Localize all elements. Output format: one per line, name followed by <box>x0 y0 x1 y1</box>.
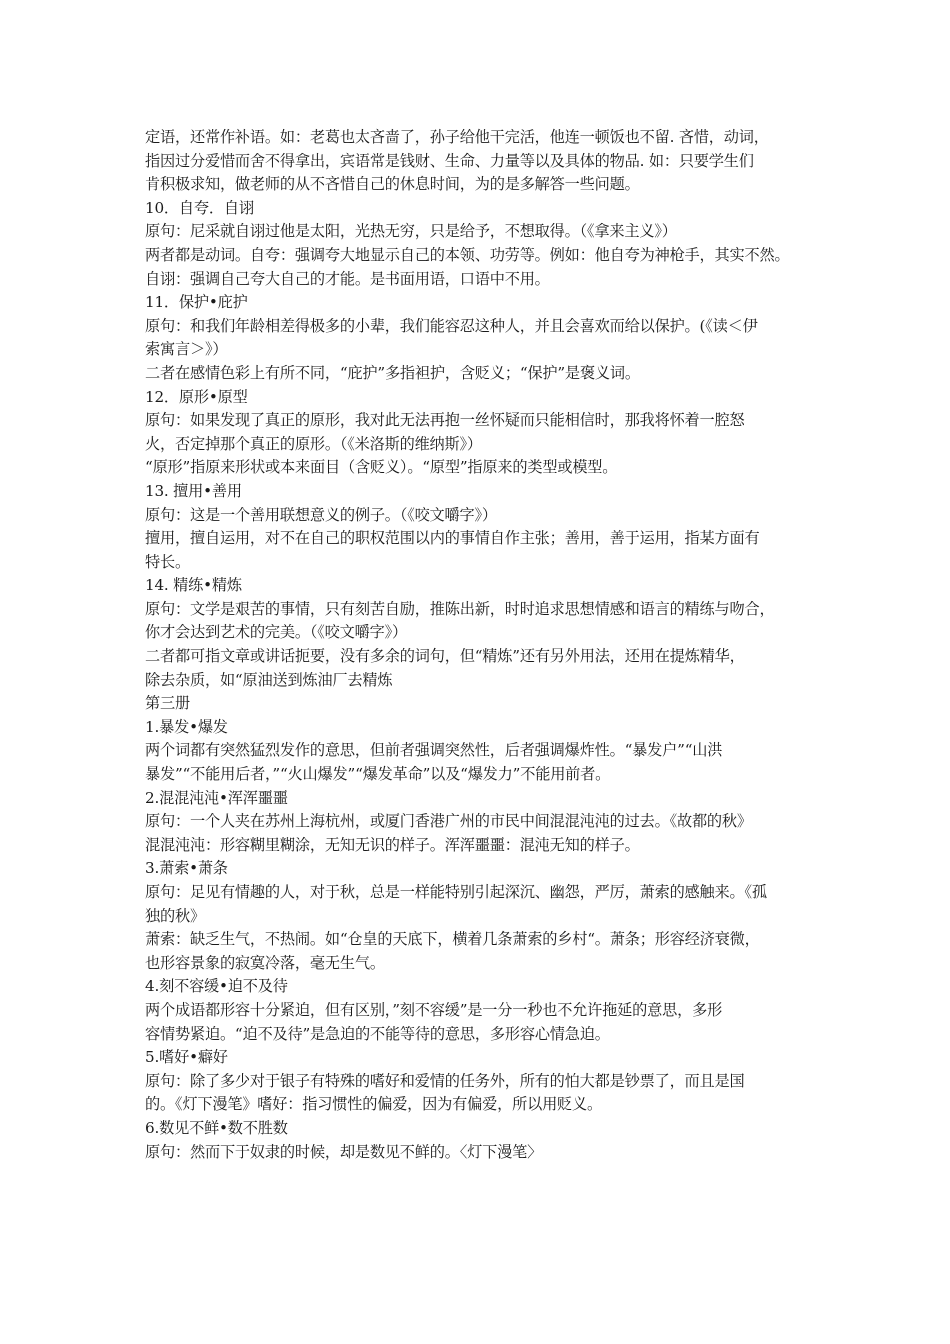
text-line: 指因过分爱惜而舍不得拿出，宾语常是钱财、生命、力量等以及具体的物品. 如：只要学生们 <box>145 151 754 170</box>
text-line: 11．保护•庇护 <box>145 293 248 312</box>
text-line: 4.刻不容缓•迫不及待 <box>145 977 288 996</box>
text-line: 10．自夸．自诩 <box>145 198 254 217</box>
text-line: 原句：除了多少对于银子有特殊的嗜好和爱情的任务外，所有的怕大都是钞票了，而且是国 <box>145 1071 745 1090</box>
text-line: 第三册 <box>145 694 190 713</box>
text-line: 原句：如果发现了真正的原形，我对此无法再抱一丝怀疑而只能相信时，那我将怀着一腔怒 <box>145 411 745 430</box>
text-line: 二者在感情色彩上有所不同，“庇护”多指袒护，含贬义；“保护”是褒义词。 <box>145 363 640 382</box>
text-line: 萧索：缺乏生气，不热闹。如“仓皇的天底下，横着几条萧索的乡村“。萧条；形容经济衰微， <box>145 930 760 949</box>
text-line: 14. 精练•精炼 <box>145 576 242 595</box>
text-line: 暴发”“不能用后者，”“火山爆发”“爆发革命”以及“爆发力”不能用前者。 <box>145 765 611 784</box>
text-line: 1.暴发•爆发 <box>145 717 228 736</box>
text-line: 的。《灯下漫笔》嗜好：指习惯性的偏爱，因为有偏爱，所以用贬义。 <box>145 1095 603 1114</box>
text-line: 你才会达到艺术的完美。（《咬文嚼字》） <box>145 623 407 642</box>
text-line: 除去杂质，如“原油送到炼油厂去精炼 <box>145 670 393 689</box>
text-line: 原句：足见有情趣的人，对于秋，总是一样能特别引起深沉、幽怨，严厉，萧索的感触来。《孤 <box>145 883 767 901</box>
document-body <box>145 126 825 1164</box>
text-line: 容情势紧迫。“迫不及待”是急迫的不能等待的意思，多形容心情急迫。 <box>145 1024 610 1043</box>
text-line: 火，否定掉那个真正的原形。（《米洛斯的维纳斯》） <box>145 434 482 453</box>
text-line: 12．原形•原型 <box>145 387 248 406</box>
text-line: 独的秋》 <box>145 906 205 925</box>
text-line: 原句：一个人夹在苏州上海杭州，或厦门香港广州的市民中间混混沌沌的过去。《故都的秋》 <box>145 812 752 831</box>
text-line: 13. 擅用•善用 <box>145 481 242 500</box>
text-line: 两个成语都形容十分紧迫，但有区别，”刻不容缓”是一分一秒也不允许拖延的意思，多形 <box>145 1000 723 1019</box>
text-line: 两者都是动词。自夸：强调夸大地显示自己的本领、功劳等。例如：他自夸为神枪手，其实不然。 <box>145 245 790 264</box>
text-line: “原形”指原来形状或本来面目（含贬义）。“原型”指原来的类型或模型。 <box>145 458 618 477</box>
text-line: 原句：和我们年龄相差得极多的小辈，我们能容忍这种人，并且会喜欢而给以保护。(《读＜伊 <box>145 316 758 335</box>
text-line: 5.嗜好•癖好 <box>145 1048 228 1067</box>
text-line: 也形容景象的寂寞冷落，毫无生气。 <box>145 953 385 972</box>
text-line: 3.萧索•萧条 <box>145 859 228 878</box>
text-line: 2.混混沌沌•浑浑噩噩 <box>145 788 288 807</box>
text-line: 二者都可指文章或讲话扼要，没有多余的词句，但“精炼”还有另外用法，还用在提炼精华， <box>145 647 745 666</box>
text-line: 特长。 <box>145 552 190 571</box>
text-line: 原句：这是一个善用联想意义的例子。（《咬文嚼字》） <box>145 505 497 524</box>
text-line: 原句：文学是艰苦的事情，只有刻苦自励，推陈出新，时时追求思想情感和语言的精练与吻合， <box>145 599 775 618</box>
text-line: 6.数见不鲜•数不胜数 <box>145 1118 288 1137</box>
text-line: 自诩：强调自己夸大自己的才能。是书面用语，口语中不用。 <box>145 269 550 288</box>
text-line: 肯积极求知，做老师的从不吝惜自己的休息时间，为的是多解答一些问题。 <box>145 175 640 194</box>
text-line: 两个词都有突然猛烈发作的意思，但前者强调突然性，后者强调爆炸性。“暴发户”“山洪 <box>145 741 723 760</box>
text-line: 混混沌沌：形容糊里糊涂，无知无识的样子。浑浑噩噩：混沌无知的样子。 <box>145 835 640 854</box>
text-line: 原句：尼采就自诩过他是太阳，光热无穷，只是给予，不想取得。（《拿来主义》） <box>145 222 677 241</box>
text-line: 原句：然而下于奴隶的时候，却是数见不鲜的。〈灯下漫笔〉 <box>145 1142 543 1161</box>
text-line: 擅用，擅自运用，对不在自己的职权范围以内的事情自作主张；善用，善于运用，指某方面有 <box>145 529 760 548</box>
text-line: 索寓言＞》） <box>145 340 228 359</box>
text-line: 定语，还常作补语。如：老葛也太吝啬了，孙子给他干完活，他连一顿饭也不留. 吝惜，动词， <box>145 128 769 146</box>
